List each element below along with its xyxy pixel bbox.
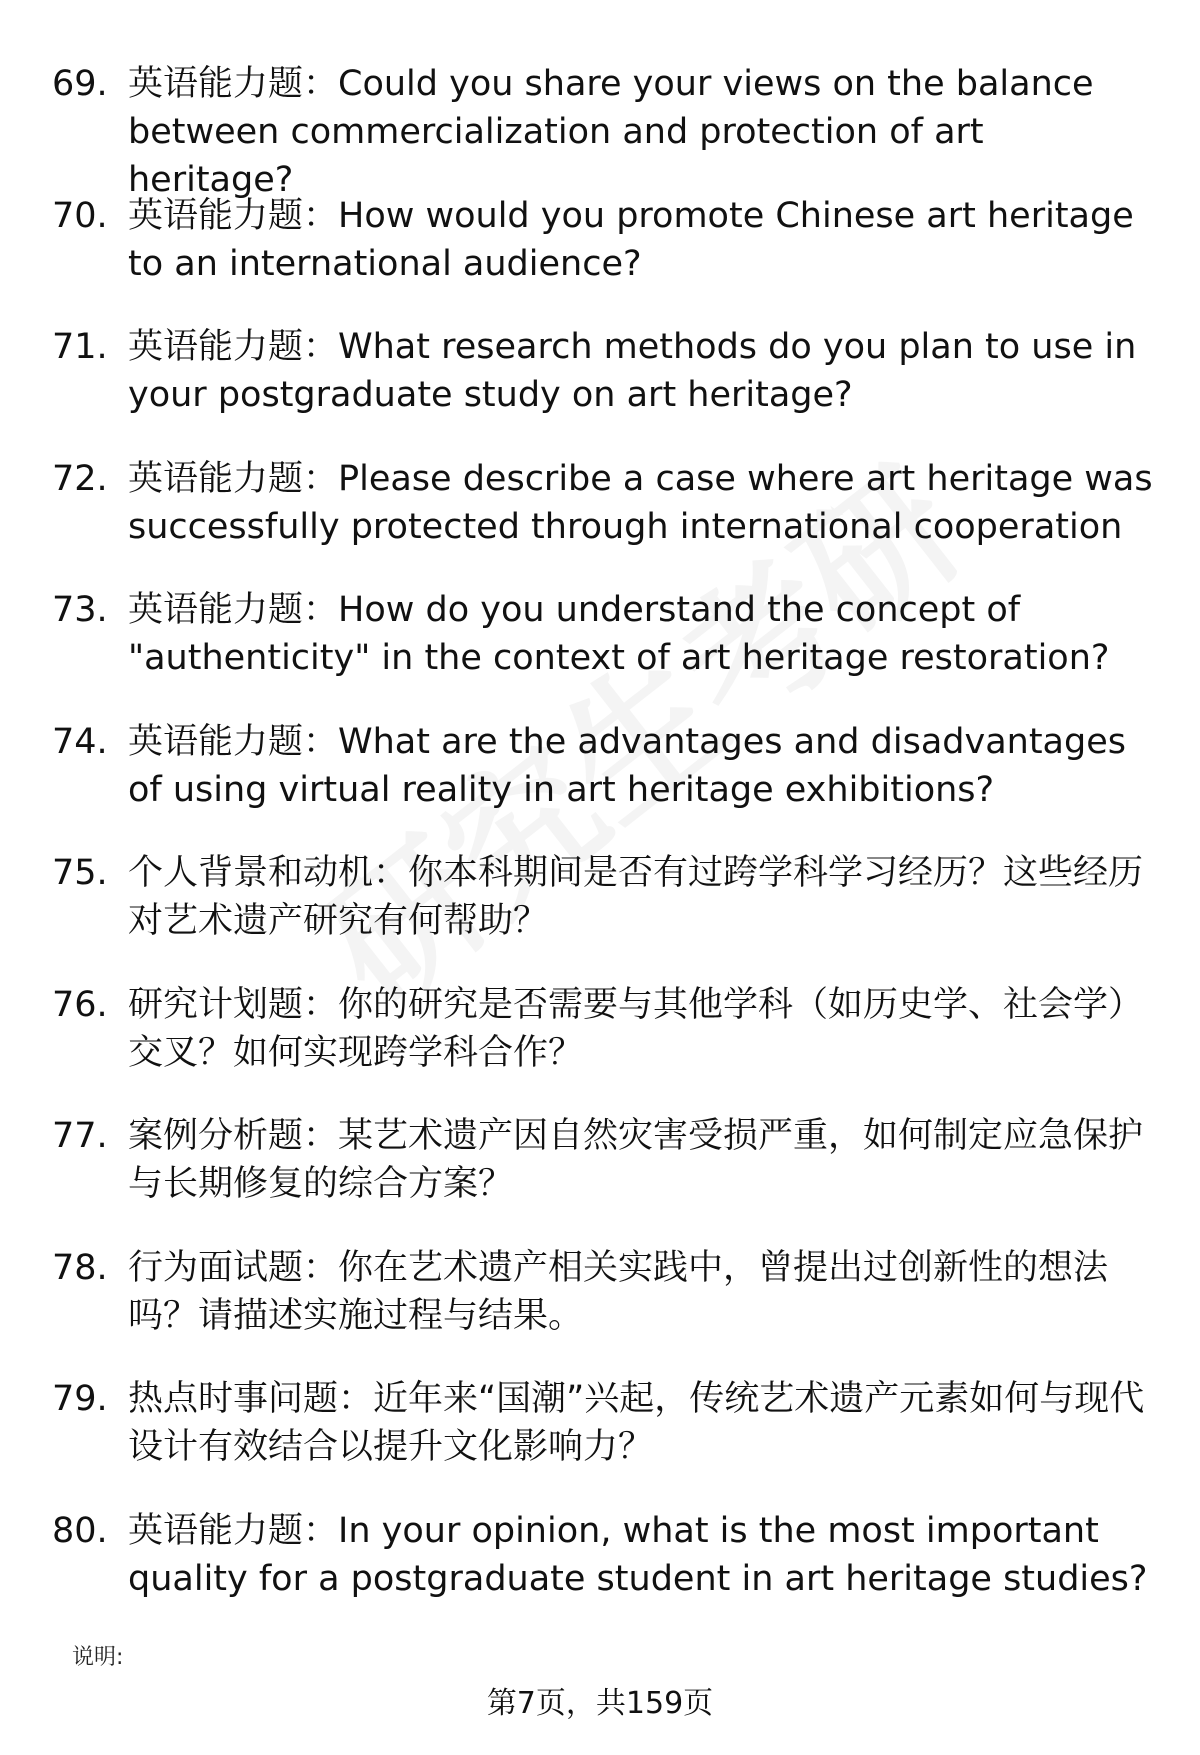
question-item [0, 192, 1200, 324]
question-text: 英语能力题：Please describe a case where art heritage was successfully protected through international cooperation [128, 458, 1153, 547]
question-text: 英语能力题：How would you promote Chinese art heritage to an international audience? [128, 195, 1134, 284]
page-footer: 第7页，共159页 [486, 1686, 714, 1721]
question-item [0, 586, 1200, 718]
question-list [0, 60, 1200, 1638]
question-number: 74. [52, 721, 108, 762]
question-item [0, 849, 1200, 981]
note-label: 说明: [72, 1645, 124, 1670]
question-item [0, 981, 1200, 1113]
question-item [0, 718, 1200, 850]
question-number: 70. [52, 195, 108, 236]
question-text: 热点时事问题：近年来“国潮”兴起，传统艺术遗产元素如何与现代设计有效结合以提升文化影响力？ [128, 1379, 1145, 1467]
question-number: 78. [52, 1247, 108, 1288]
question-item [0, 1244, 1200, 1376]
question-text: 个人背景和动机：你本科期间是否有过跨学科学习经历？这些经历对艺术遗产研究有何帮助？ [128, 853, 1144, 941]
question-number: 73. [52, 590, 108, 630]
question-item [0, 1112, 1200, 1244]
question-number: 75. [52, 853, 108, 893]
question-text: 英语能力题：Could you share your views on the balance between commercialization and protection of art heritage? [128, 64, 1094, 200]
question-text: 案例分析题：某艺术遗产因自然灾害受损严重，如何制定应急保护与长期修复的综合方案？ [128, 1116, 1144, 1204]
question-text: 英语能力题：What are the advantages and disadvantages of using virtual reality in art heritage exhibitions? [128, 721, 1126, 810]
question-item [0, 1507, 1200, 1639]
question-text: 英语能力题：What research methods do you plan to use in your postgraduate study on art heritage? [128, 327, 1137, 415]
question-item [0, 455, 1200, 587]
question-text: 研究计划题：你的研究是否需要与其他学科（如历史学、社会学）交叉？如何实现跨学科合作？ [128, 984, 1144, 1073]
question-number: 72. [52, 458, 108, 499]
question-number: 77. [52, 1116, 108, 1156]
question-number: 79. [52, 1379, 108, 1419]
question-text: 英语能力题：In your opinion, what is the most important quality for a postgraduate student in art heritage studies? [128, 1510, 1148, 1599]
question-item [0, 323, 1200, 455]
question-text: 行为面试题：你在艺术遗产相关实践中，曾提出过创新性的想法吗？请描述实施过程与结果。 [128, 1247, 1109, 1336]
question-number: 69. [52, 64, 108, 104]
question-text: 英语能力题：How do you understand the concept of "authenticity" in the context of art heritage restoration? [128, 590, 1110, 678]
question-item [0, 60, 1200, 200]
question-item [0, 1375, 1200, 1507]
question-number: 76. [52, 984, 108, 1025]
question-number: 80. [52, 1510, 108, 1551]
question-number: 71. [52, 327, 108, 367]
